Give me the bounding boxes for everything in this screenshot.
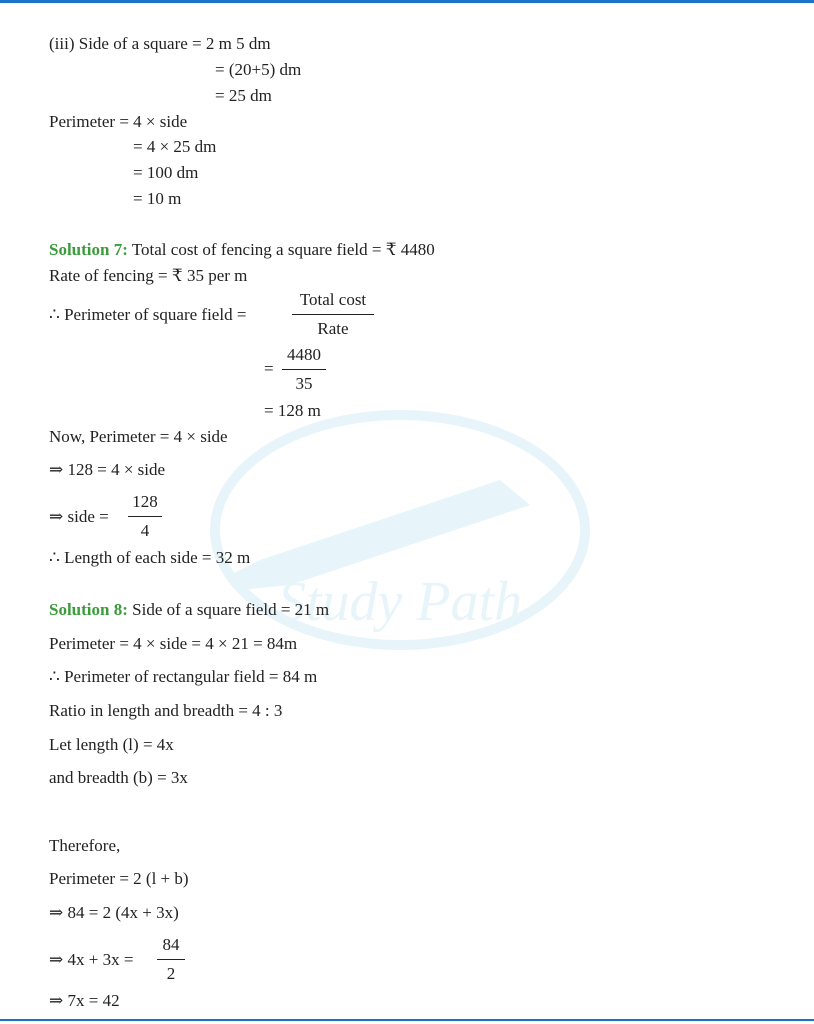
study-path-watermark-icon <box>200 410 600 670</box>
fraction-denominator: 2 <box>166 964 176 983</box>
sol8-line-8: Perimeter = 2 (l + b) <box>49 869 189 888</box>
fraction-4480-35 <box>282 345 326 394</box>
fraction-numerator: 128 <box>132 492 158 511</box>
sol8-line-6: and breadth (b) = 3x <box>49 768 188 787</box>
fraction-total-cost-rate <box>292 290 374 339</box>
part3-line-2: = (20+5) dm <box>215 60 302 79</box>
sol7-result: = 128 m <box>264 401 321 420</box>
fraction-bar <box>157 959 185 960</box>
sol8-line-11: ⇒ 7x = 42 <box>49 991 120 1010</box>
sol8-line-9: ⇒ 84 = 2 (4x + 3x) <box>49 903 179 922</box>
sol7-length: ∴ Length of each side = 32 m <box>49 548 251 567</box>
sol7-rate: Rate of fencing = ₹ 35 per m <box>49 266 248 285</box>
fraction-denominator: Rate <box>317 319 349 338</box>
fraction-denominator: 4 <box>140 521 150 540</box>
part3-line-1: (iii) Side of a square = 2 m 5 dm <box>49 34 271 53</box>
fraction-numerator: 4480 <box>287 345 321 364</box>
fraction-bar <box>128 516 162 517</box>
sol7-now-perimeter: Now, Perimeter = 4 × side <box>49 427 228 446</box>
watermark-text: Study Path <box>277 571 523 633</box>
sol8-line-4: Ratio in length and breadth = 4 : 3 <box>49 701 283 720</box>
fraction-bar <box>292 314 374 315</box>
part3-line-3: = 25 dm <box>215 86 272 105</box>
sol8-line-5: Let length (l) = 4x <box>49 735 174 754</box>
part3-line-7: = 10 m <box>133 189 182 208</box>
solution-7-label: Solution 7: <box>49 240 128 259</box>
fraction-numerator: Total cost <box>299 290 367 309</box>
sol8-line-7: Therefore, <box>49 836 121 855</box>
sol8-line-2: Perimeter = 4 × side = 4 × 21 = 84m <box>49 634 298 653</box>
solution-8-label: Solution 8: <box>49 600 128 619</box>
solution-8-heading <box>49 600 329 620</box>
fraction-bar <box>282 369 326 370</box>
sol8-line-10-pre: ⇒ 4x + 3x = <box>49 950 134 969</box>
solution-8-text: Side of a square field = 21 m <box>127 600 330 619</box>
sol8-line-3: ∴ Perimeter of rectangular field = 84 m <box>49 667 318 686</box>
part3-line-6: = 100 dm <box>133 163 199 182</box>
part3-line-4: Perimeter = 4 × side <box>49 112 188 131</box>
top-rule <box>0 0 814 3</box>
fraction-84-2 <box>157 935 185 984</box>
fraction-denominator: 35 <box>295 374 313 393</box>
bottom-rule <box>0 1019 814 1021</box>
part3-line-5: = 4 × 25 dm <box>133 137 217 156</box>
sol7-perimeter-pre: ∴ Perimeter of square field = <box>49 305 247 324</box>
sol7-equals: = <box>264 359 274 378</box>
solution-7-text: Total cost of fencing a square field = ₹ 4480 <box>127 240 435 259</box>
sol7-equation: ⇒ 128 = 4 × side <box>49 460 166 479</box>
sol7-side-pre: ⇒ side = <box>49 507 109 526</box>
solution-7-heading <box>49 240 435 260</box>
fraction-numerator: 84 <box>162 935 180 954</box>
fraction-128-4 <box>128 492 162 541</box>
